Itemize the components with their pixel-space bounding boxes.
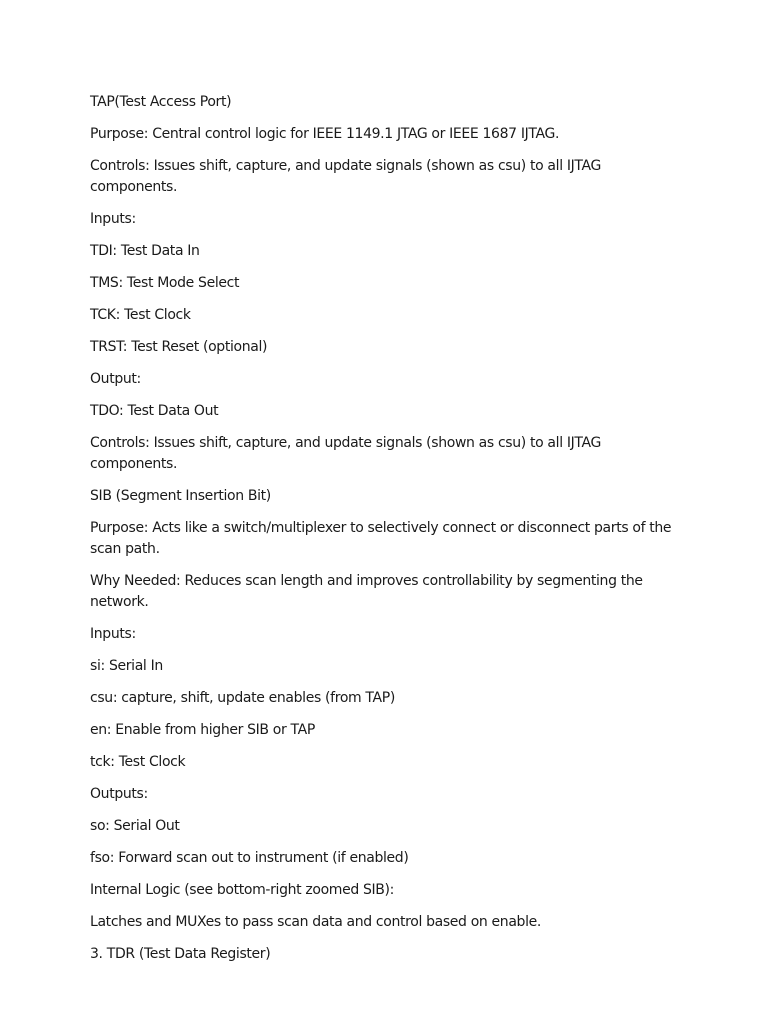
paragraph-csu: csu: capture, shift, update enables (from TAP) <box>90 690 395 706</box>
paragraph-trst: TRST: Test Reset (optional) <box>90 339 268 355</box>
paragraph-sib-why-needed: Why Needed: Reduces scan length and improves controllability by segmenting the network. <box>90 573 643 610</box>
paragraph-latches: Latches and MUXes to pass scan data and control based on enable. <box>90 914 541 930</box>
paragraph-tdo: TDO: Test Data Out <box>90 403 219 419</box>
paragraph-sib-purpose: Purpose: Acts like a switch/multiplexer to selectively connect or disconnect parts of the scan path. <box>90 520 672 557</box>
paragraph-internal-logic: Internal Logic (see bottom-right zoomed SIB): <box>90 882 395 898</box>
paragraph-tap-controls: Controls: Issues shift, capture, and update signals (shown as csu) to all IJTAG components. <box>90 158 601 195</box>
paragraph-tdi: TDI: Test Data In <box>90 243 200 259</box>
paragraph-si: si: Serial In <box>90 658 163 674</box>
paragraph-tap-purpose: Purpose: Central control logic for IEEE 1149.1 JTAG or IEEE 1687 IJTAG. <box>90 126 560 142</box>
paragraph-en: en: Enable from higher SIB or TAP <box>90 722 315 738</box>
paragraph-fso: fso: Forward scan out to instrument (if enabled) <box>90 850 409 866</box>
paragraph-tap-heading: TAP(Test Access Port) <box>90 94 232 110</box>
paragraph-tap-inputs-label: Inputs: <box>90 211 136 227</box>
paragraph-tap-output-label: Output: <box>90 371 141 387</box>
paragraph-tdr-heading: 3. TDR (Test Data Register) <box>90 946 271 962</box>
paragraph-so: so: Serial Out <box>90 818 180 834</box>
paragraph-sib-outputs-label: Outputs: <box>90 786 148 802</box>
paragraph-tms: TMS: Test Mode Select <box>90 275 240 291</box>
paragraph-tck: TCK: Test Clock <box>90 307 191 323</box>
document-page <box>90 92 685 976</box>
paragraph-sib-heading: SIB (Segment Insertion Bit) <box>90 488 271 504</box>
paragraph-sib-inputs-label: Inputs: <box>90 626 136 642</box>
paragraph-tap-controls-repeat: Controls: Issues shift, capture, and update signals (shown as csu) to all IJTAG components. <box>90 435 601 472</box>
paragraph-sib-tck: tck: Test Clock <box>90 754 186 770</box>
